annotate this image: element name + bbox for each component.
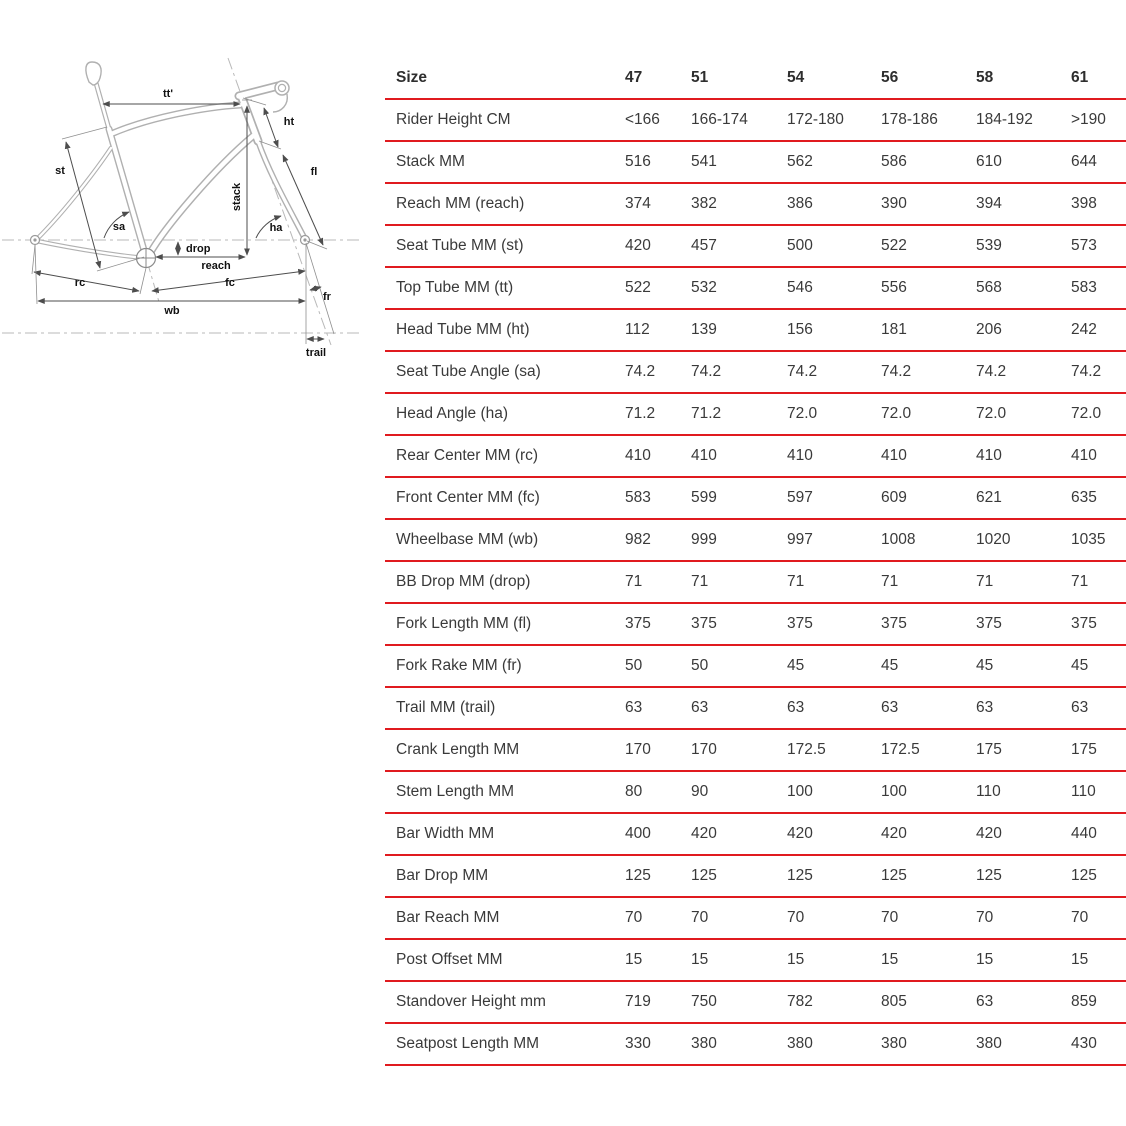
- geometry-value-cell: 568: [976, 279, 1002, 296]
- geometry-value-cell: 112: [625, 321, 650, 338]
- size-column-header: 54: [787, 69, 805, 86]
- geometry-value-cell: 166-174: [691, 111, 748, 128]
- row-label: Reach MM (reach): [396, 195, 525, 212]
- geometry-value-cell: 172.5: [787, 741, 826, 758]
- geometry-value-cell: 206: [976, 321, 1002, 338]
- row-label: Rider Height CM: [396, 111, 511, 128]
- tt-label: tt': [163, 88, 173, 100]
- geometry-value-cell: 532: [691, 279, 717, 296]
- table-row: [385, 310, 1126, 352]
- geometry-value-cell: 172-180: [787, 111, 844, 128]
- geometry-value-cell: 70: [691, 909, 709, 926]
- geometry-value-cell: 125: [625, 867, 651, 884]
- geometry-value-cell: 74.2: [881, 363, 912, 380]
- geometry-value-cell: 546: [787, 279, 813, 296]
- geometry-value-cell: 573: [1071, 237, 1097, 254]
- table-row: [385, 394, 1126, 436]
- geometry-value-cell: 1035: [1071, 531, 1106, 548]
- table-row: [385, 478, 1126, 520]
- geometry-value-cell: 125: [976, 867, 1002, 884]
- size-column-header: 61: [1071, 69, 1089, 86]
- geometry-value-cell: 63: [976, 699, 994, 716]
- geometry-value-cell: 583: [1071, 279, 1097, 296]
- geometry-value-cell: 380: [691, 1035, 717, 1052]
- geometry-value-cell: 45: [1071, 657, 1089, 674]
- geometry-value-cell: 410: [881, 447, 907, 464]
- sa-label: sa: [112, 221, 126, 233]
- table-row: [385, 184, 1126, 226]
- table-row: [385, 268, 1126, 310]
- bike-frame-drawing: [0, 0, 385, 400]
- geometry-value-cell: 170: [625, 741, 651, 758]
- geometry-value-cell: 516: [625, 153, 651, 170]
- geometry-value-cell: 125: [691, 867, 717, 884]
- fl-label: fl: [310, 166, 318, 178]
- row-label: Stack MM: [396, 153, 465, 170]
- geometry-value-cell: 184-192: [976, 111, 1033, 128]
- geometry-value-cell: 170: [691, 741, 717, 758]
- geometry-value-cell: 156: [787, 321, 813, 338]
- size-header-label: Size: [396, 69, 428, 86]
- row-label: Wheelbase MM (wb): [396, 531, 539, 548]
- geometry-value-cell: 15: [881, 951, 899, 968]
- geometry-value-cell: 63: [881, 699, 899, 716]
- geometry-value-cell: 72.0: [1071, 405, 1102, 422]
- table-row: [385, 1024, 1126, 1066]
- geometry-value-cell: <166: [625, 111, 660, 128]
- geometry-value-cell: 181: [881, 321, 907, 338]
- geometry-value-cell: 375: [787, 615, 813, 632]
- geometry-value-cell: 330: [625, 1035, 651, 1052]
- geometry-value-cell: 70: [787, 909, 805, 926]
- geometry-value-cell: 644: [1071, 153, 1097, 170]
- geometry-value-cell: 999: [691, 531, 717, 548]
- table-row: [385, 940, 1126, 982]
- handlebar-end-icon: [275, 81, 289, 95]
- geometry-value-cell: 15: [1071, 951, 1089, 968]
- geometry-value-cell: 380: [976, 1035, 1002, 1052]
- geometry-value-cell: 125: [787, 867, 813, 884]
- geometry-value-cell: 70: [976, 909, 994, 926]
- geometry-value-cell: 750: [691, 993, 717, 1010]
- geometry-value-cell: 110: [1071, 783, 1096, 800]
- geometry-value-cell: 50: [691, 657, 709, 674]
- handlebar-drop-curve: [273, 94, 287, 112]
- geometry-value-cell: 71: [691, 573, 709, 590]
- geometry-value-cell: 70: [1071, 909, 1089, 926]
- geometry-value-cell: 100: [787, 783, 813, 800]
- geometry-value-cell: 63: [976, 993, 994, 1010]
- stack-label: stack: [231, 182, 243, 212]
- geometry-value-cell: 45: [881, 657, 899, 674]
- geometry-value-cell: 175: [976, 741, 1002, 758]
- row-label: Seatpost Length MM: [396, 1035, 540, 1052]
- row-label: Seat Tube MM (st): [396, 237, 524, 254]
- geometry-value-cell: 375: [625, 615, 651, 632]
- row-label: Fork Length MM (fl): [396, 615, 532, 632]
- rc-label: rc: [74, 277, 86, 289]
- geometry-value-cell: 110: [976, 783, 1001, 800]
- geometry-value-cell: 74.2: [1071, 363, 1102, 380]
- size-column-header: 58: [976, 69, 994, 86]
- geometry-value-cell: 70: [625, 909, 643, 926]
- geometry-value-cell: 70: [881, 909, 899, 926]
- geometry-value-cell: 539: [976, 237, 1002, 254]
- table-row: [385, 226, 1126, 268]
- trail-label: trail: [305, 347, 327, 359]
- reach-label: reach: [201, 260, 231, 272]
- geometry-value-cell: 125: [881, 867, 907, 884]
- geometry-value-cell: 74.2: [976, 363, 1007, 380]
- table-row: [385, 142, 1126, 184]
- geometry-value-cell: 599: [691, 489, 717, 506]
- geometry-value-cell: 420: [881, 825, 907, 842]
- geometry-value-cell: 597: [787, 489, 813, 506]
- geometry-value-cell: 583: [625, 489, 651, 506]
- geometry-value-cell: 74.2: [625, 363, 656, 380]
- geometry-value-cell: 386: [787, 195, 813, 212]
- geometry-value-cell: 72.0: [976, 405, 1007, 422]
- table-row: [385, 982, 1126, 1024]
- geometry-value-cell: 410: [625, 447, 651, 464]
- table-header-row: [385, 58, 1126, 100]
- row-label: Rear Center MM (rc): [396, 447, 539, 464]
- row-label: Front Center MM (fc): [396, 489, 540, 506]
- saddle-clamp: [86, 62, 101, 85]
- geometry-value-cell: 80: [625, 783, 643, 800]
- geometry-value-cell: 394: [976, 195, 1002, 212]
- row-label: Top Tube MM (tt): [396, 279, 514, 296]
- geometry-value-cell: 15: [976, 951, 994, 968]
- geometry-value-cell: 719: [625, 993, 651, 1010]
- geometry-value-cell: 63: [625, 699, 643, 716]
- geometry-value-cell: 71: [787, 573, 805, 590]
- geometry-value-cell: 621: [976, 489, 1002, 506]
- geometry-value-cell: 125: [1071, 867, 1097, 884]
- geometry-value-cell: 380: [787, 1035, 813, 1052]
- size-column-header: 56: [881, 69, 899, 86]
- geometry-value-cell: 139: [691, 321, 717, 338]
- fr-label: fr: [323, 291, 331, 303]
- geometry-value-cell: 90: [691, 783, 709, 800]
- geometry-value-cell: 375: [881, 615, 907, 632]
- fc-label: fc: [225, 277, 235, 289]
- row-label: Stem Length MM: [396, 783, 515, 800]
- geometry-value-cell: 172.5: [881, 741, 920, 758]
- row-label: Bar Width MM: [396, 825, 495, 842]
- geometry-value-cell: 100: [881, 783, 907, 800]
- geometry-value-cell: 610: [976, 153, 1002, 170]
- row-label: Fork Rake MM (fr): [396, 657, 522, 674]
- geometry-value-cell: 997: [787, 531, 813, 548]
- geometry-value-cell: 420: [976, 825, 1002, 842]
- geometry-value-cell: 45: [787, 657, 805, 674]
- geometry-value-cell: 71: [1071, 573, 1089, 590]
- fr-dimension: [310, 287, 321, 290]
- geometry-value-cell: 859: [1071, 993, 1097, 1010]
- table-row: [385, 814, 1126, 856]
- geometry-value-cell: 400: [625, 825, 651, 842]
- geometry-value-cell: 71: [881, 573, 899, 590]
- geometry-value-cell: 1020: [976, 531, 1011, 548]
- geometry-value-cell: 556: [881, 279, 907, 296]
- geometry-value-cell: 72.0: [787, 405, 818, 422]
- geometry-value-cell: 420: [787, 825, 813, 842]
- row-label: Trail MM (trail): [396, 699, 496, 716]
- geometry-value-cell: 440: [1071, 825, 1097, 842]
- geometry-value-cell: 15: [787, 951, 805, 968]
- table-row: [385, 520, 1126, 562]
- geometry-table: [385, 58, 1126, 1066]
- row-label: Standover Height mm: [396, 993, 546, 1010]
- row-label: Crank Length MM: [396, 741, 520, 758]
- geometry-value-cell: 178-186: [881, 111, 938, 128]
- geometry-value-cell: 71.2: [691, 405, 722, 422]
- geometry-value-cell: 380: [881, 1035, 907, 1052]
- geometry-value-cell: 982: [625, 531, 651, 548]
- geometry-value-cell: 410: [976, 447, 1002, 464]
- frame-geometry-diagram: [0, 0, 385, 400]
- geometry-value-cell: 63: [1071, 699, 1089, 716]
- wb-label: wb: [164, 305, 180, 317]
- geometry-value-cell: 410: [1071, 447, 1097, 464]
- geometry-value-cell: 71: [625, 573, 643, 590]
- geometry-value-cell: 805: [881, 993, 907, 1010]
- row-label: Bar Reach MM: [396, 909, 500, 926]
- geometry-value-cell: 63: [787, 699, 805, 716]
- rc-dimension: [34, 272, 139, 291]
- geometry-value-cell: 420: [691, 825, 717, 842]
- geometry-value-cell: 522: [625, 279, 651, 296]
- front-axle-icon: [303, 238, 306, 241]
- geometry-value-cell: 457: [691, 237, 717, 254]
- size-column-header: 51: [691, 69, 709, 86]
- geometry-value-cell: >190: [1071, 111, 1106, 128]
- table-row: [385, 352, 1126, 394]
- geometry-value-cell: 398: [1071, 195, 1097, 212]
- geometry-value-cell: 15: [691, 951, 709, 968]
- geometry-value-cell: 50: [625, 657, 643, 674]
- geometry-value-cell: 71: [976, 573, 994, 590]
- table-row: [385, 730, 1126, 772]
- ht-dimension: [264, 108, 278, 147]
- geometry-value-cell: 1008: [881, 531, 916, 548]
- geometry-value-cell: 45: [976, 657, 994, 674]
- geometry-value-cell: 609: [881, 489, 907, 506]
- geometry-value-cell: 63: [691, 699, 709, 716]
- geometry-value-cell: 562: [787, 153, 813, 170]
- row-label: Head Angle (ha): [396, 405, 509, 422]
- row-label: Head Tube MM (ht): [396, 321, 530, 338]
- table-row: [385, 436, 1126, 478]
- ht-label: ht: [283, 116, 295, 128]
- geometry-value-cell: 420: [625, 237, 651, 254]
- geometry-value-cell: 586: [881, 153, 907, 170]
- table-row: [385, 604, 1126, 646]
- geometry-value-cell: 15: [625, 951, 643, 968]
- geometry-value-cell: 242: [1071, 321, 1097, 338]
- table-row: [385, 856, 1126, 898]
- geometry-value-cell: 382: [691, 195, 717, 212]
- size-column-header: 47: [625, 69, 643, 86]
- dimension-labels: [55, 88, 332, 359]
- table-row: [385, 562, 1126, 604]
- row-label: BB Drop MM (drop): [396, 573, 531, 590]
- geometry-value-cell: 71.2: [625, 405, 656, 422]
- table-row: [385, 898, 1126, 940]
- ha-label: ha: [269, 222, 283, 234]
- rear-axle-icon: [33, 238, 36, 241]
- geometry-value-cell: 390: [881, 195, 907, 212]
- geometry-value-cell: 74.2: [691, 363, 722, 380]
- geometry-value-cell: 374: [625, 195, 651, 212]
- geometry-value-cell: 410: [691, 447, 717, 464]
- geometry-value-cell: 522: [881, 237, 907, 254]
- geometry-value-cell: 782: [787, 993, 813, 1010]
- table-row: [385, 688, 1126, 730]
- geometry-value-cell: 375: [691, 615, 717, 632]
- dimension-lines: [32, 98, 334, 344]
- geometry-value-cell: 375: [976, 615, 1002, 632]
- geometry-value-cell: 430: [1071, 1035, 1097, 1052]
- table-row: [385, 772, 1126, 814]
- row-label: Bar Drop MM: [396, 867, 489, 884]
- st-label: st: [55, 165, 65, 177]
- geometry-value-cell: 635: [1071, 489, 1097, 506]
- geometry-value-cell: 72.0: [881, 405, 912, 422]
- geometry-value-cell: 410: [787, 447, 813, 464]
- row-label: Post Offset MM: [396, 951, 503, 968]
- row-label: Seat Tube Angle (sa): [396, 363, 541, 380]
- geometry-value-cell: 175: [1071, 741, 1097, 758]
- drop-label: drop: [186, 243, 211, 255]
- geometry-value-cell: 541: [691, 153, 717, 170]
- geometry-value-cell: 375: [1071, 615, 1097, 632]
- table-row: [385, 646, 1126, 688]
- geometry-value-cell: 500: [787, 237, 813, 254]
- geometry-value-cell: 74.2: [787, 363, 818, 380]
- table-row: [385, 100, 1126, 142]
